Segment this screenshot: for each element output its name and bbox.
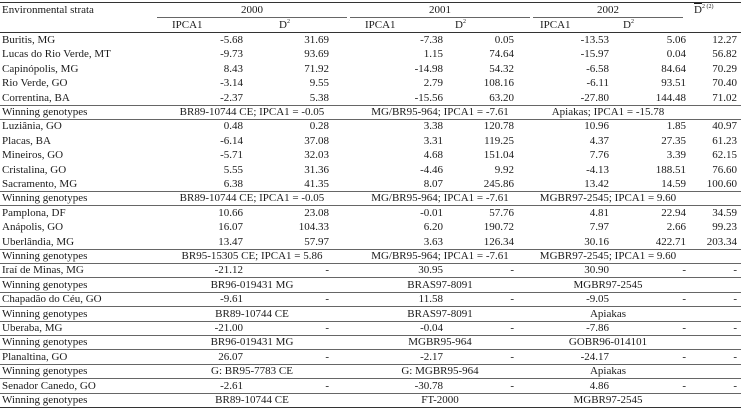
winning-genotypes-label: Winning genotypes: [2, 394, 88, 406]
mean-d2-cell: 56.82: [712, 48, 737, 61]
bottom-rule: [0, 407, 741, 408]
ipca-2002-cell: -4.13: [586, 163, 609, 176]
winning-genotype-2002: Apiakas; IPCA1 = -15.78: [551, 106, 665, 118]
d2-2001-cell: 126.34: [483, 235, 514, 248]
table-row: [0, 33, 741, 47]
ipca-2001-cell: -4.46: [420, 163, 443, 176]
ipca-2001-cell: -14.98: [414, 62, 443, 75]
ipca-2001-cell: 6.20: [423, 221, 443, 234]
ipca-2000-cell: 0.48: [223, 120, 243, 133]
d-label: D: [279, 19, 287, 31]
d2-2001-header: [455, 18, 466, 32]
ipca-2001-cell: -0.04: [420, 322, 443, 334]
d2-2000-cell: 71.92: [304, 62, 329, 75]
row-rule: [0, 364, 741, 365]
row-rule: [0, 306, 741, 307]
winning-genotypes-row: [0, 191, 741, 205]
ipca-2000-cell: 8.43: [223, 62, 243, 75]
d2-2002-cell: 0.04: [666, 48, 686, 61]
ipca-2001-cell: 2.79: [423, 77, 443, 90]
strata-name: Chapadão do Céu, GO: [2, 293, 102, 306]
ipca-2002-cell: -7.86: [586, 322, 609, 334]
strata-name: Iraí de Minas, MG: [2, 264, 84, 277]
winning-genotypes-row: [0, 364, 741, 378]
d2-2002-cell: 144.48: [655, 91, 686, 104]
d2-2001-cell: 63.20: [489, 91, 514, 104]
d2-2000-cell: 57.97: [304, 235, 329, 248]
strata-name: Senador Canedo, GO: [2, 379, 96, 392]
table-row: [0, 91, 741, 105]
ipca-2000-cell: 16.07: [218, 221, 243, 234]
ipca-2001-cell: 3.38: [423, 120, 443, 133]
ipca-2001-header: IPCA1: [365, 19, 396, 31]
d2-2002-cell: 3.39: [666, 149, 686, 162]
mean-d-label: $\overline{D}$: [694, 4, 702, 16]
table-row: [0, 76, 741, 90]
ipca-2001-cell: -7.38: [420, 34, 443, 46]
strata-header: Environmental strata: [2, 4, 94, 16]
d-label: D: [623, 19, 631, 31]
winning-genotype-2001: G: MGBR95-964: [401, 365, 479, 378]
ipca-2000-cell: -3.14: [220, 77, 243, 90]
d2-2001-cell: 151.04: [483, 149, 514, 162]
table-row: [0, 163, 741, 177]
header-row-columns: [0, 18, 741, 32]
winning-genotypes-row: [0, 278, 741, 292]
d2-2002-cell: 5.06: [666, 34, 686, 46]
ipca-2002-cell: -27.80: [580, 91, 609, 104]
d2-2000-cell: -: [325, 379, 329, 392]
d2-2002-cell: -: [682, 293, 686, 306]
d2-2000-header: [279, 18, 290, 32]
d2-2002-cell: 27.35: [661, 134, 686, 147]
d2-2001-cell: -: [510, 293, 514, 306]
ipca-2002-cell: 4.81: [589, 206, 609, 219]
row-rule: [0, 335, 741, 336]
winning-genotypes-label: Winning genotypes: [2, 365, 88, 378]
ipca-2002-cell: 30.90: [584, 264, 609, 277]
table-row: [0, 47, 741, 61]
table-row: [0, 134, 741, 148]
winning-genotypes-row: [0, 249, 741, 263]
ipca-2001-cell: -30.78: [414, 379, 443, 392]
ipca-2002-cell: -15.97: [580, 48, 609, 61]
d2-2002-header: [623, 18, 634, 32]
ipca-2002-cell: -6.11: [586, 77, 609, 90]
mean-d2-cell: 12.27: [712, 34, 737, 46]
d2-2000-cell: 93.69: [304, 48, 329, 61]
winning-genotypes-row: [0, 393, 741, 407]
ipca-2001-cell: 3.63: [423, 235, 443, 248]
winning-genotype-2002: Apiakas: [589, 365, 627, 378]
ipca-2001-cell: -0.01: [420, 206, 443, 219]
strata-name: Mineiros, GO: [2, 149, 64, 162]
ipca-2000-cell: -5.71: [220, 149, 243, 162]
table-row: [0, 206, 741, 220]
strata-name: Rio Verde, GO: [2, 77, 68, 90]
winning-genotypes-label: Winning genotypes: [2, 336, 88, 349]
ipca-2001-cell: 4.68: [423, 149, 443, 162]
d2-2000-cell: -: [325, 264, 329, 277]
winning-genotypes-row: [0, 307, 741, 321]
d2-2000-cell: -: [325, 322, 329, 334]
row-rule: [0, 105, 741, 106]
ipca-2001-cell: 1.15: [423, 48, 443, 61]
winning-genotype-2000: BR95-15305 CE; IPCA1 = 5.86: [181, 250, 323, 262]
ipca-2000-cell: 5.55: [223, 163, 243, 176]
mean-d2-cell: 71.02: [712, 91, 737, 104]
winning-genotypes-label: Winning genotypes: [2, 278, 88, 291]
d2-2002-cell: 93.51: [661, 77, 686, 90]
ipca-2001-cell: -15.56: [414, 91, 443, 104]
ipca-2001-cell: -2.17: [420, 350, 443, 363]
mean-d2-cell: 100.60: [706, 178, 737, 190]
d2-2000-cell: 9.55: [309, 77, 329, 90]
d2-2001-cell: -: [510, 379, 514, 392]
winning-genotype-2000: BR89-10744 CE: [215, 307, 289, 320]
table-row: [0, 350, 741, 364]
d2-2001-cell: 120.78: [483, 120, 514, 133]
strata-name: Planaltina, GO: [2, 350, 68, 363]
mean-d2-cell: -: [733, 264, 737, 277]
winning-genotype-2000: BR96-019431 MG: [210, 336, 294, 349]
strata-name: Correntina, BA: [2, 91, 70, 104]
d2-2002-cell: 84.64: [661, 62, 686, 75]
winning-genotype-2001: BRAS97-8091: [407, 307, 473, 320]
d2-2002-cell: 422.71: [655, 235, 686, 248]
d2-2000-cell: 104.33: [298, 221, 329, 234]
ipca-2000-cell: -2.37: [220, 91, 243, 104]
mean-d2-cell: 62.15: [712, 149, 737, 162]
strata-name: Uberlândia, MG: [2, 235, 75, 248]
d2-2002-cell: 188.51: [655, 163, 686, 176]
ipca-2000-header: IPCA1: [172, 19, 203, 31]
ipca-2001-cell: 30.95: [418, 264, 443, 277]
d2-2000-cell: -: [325, 293, 329, 306]
d2-2002-cell: -: [682, 350, 686, 363]
ipca-2000-cell: -6.14: [220, 134, 243, 147]
ipca-2002-cell: 7.76: [589, 149, 609, 162]
mean-d2-cell: -: [733, 379, 737, 392]
d-sup: 2: [462, 19, 466, 25]
table-row: [0, 62, 741, 76]
mean-d2-cell: 203.34: [706, 235, 737, 248]
strata-name: Buritis, MG: [2, 34, 56, 46]
winning-genotypes-row: [0, 335, 741, 349]
table-row: [0, 220, 741, 234]
d-sup: 2: [630, 19, 634, 25]
mean-d2-header: [694, 3, 713, 17]
d2-2001-cell: 108.16: [483, 77, 514, 90]
d2-2000-cell: -: [325, 350, 329, 363]
strata-name: Capinópolis, MG: [2, 62, 79, 75]
winning-genotype-2000: BR89-10744 CE; IPCA1 = -0.05: [179, 106, 325, 118]
winning-genotype-2000: BR89-10744 CE; IPCA1 = -0.05: [179, 192, 325, 205]
d2-2000-cell: 23.08: [304, 206, 329, 219]
winning-genotypes-label: Winning genotypes: [2, 250, 88, 262]
winning-genotypes-label: Winning genotypes: [2, 192, 88, 205]
winning-genotypes-row: [0, 105, 741, 119]
winning-genotype-2001: BRAS97-8091: [407, 278, 473, 291]
mean-d2-cell: 76.60: [712, 163, 737, 176]
table-row: [0, 177, 741, 191]
d2-2001-cell: 190.72: [483, 221, 514, 234]
strata-name: Cristalina, GO: [2, 163, 67, 176]
d2-2001-cell: 57.76: [489, 206, 514, 219]
ipca-2002-cell: -13.53: [580, 34, 609, 46]
ipca-2002-cell: 30.16: [584, 235, 609, 248]
d2-2001-cell: 119.25: [484, 134, 514, 147]
mean-d2-cell: 99.23: [712, 221, 737, 234]
d-sup: 2: [286, 19, 290, 25]
ipca-2000-cell: -5.68: [220, 34, 243, 46]
d2-2001-cell: -: [510, 264, 514, 277]
d2-2001-cell: 245.86: [483, 178, 514, 190]
winning-genotype-2002: MGBR97-2545: [573, 394, 643, 406]
mean-d2-cell: 70.40: [712, 77, 737, 90]
d2-2002-cell: 2.66: [666, 221, 686, 234]
ipca-2002-header: IPCA1: [540, 19, 571, 31]
winning-genotype-2002: MGBR97-2545; IPCA1 = 9.60: [539, 192, 677, 205]
mean-d2-cell: -: [733, 322, 737, 334]
winning-genotypes-label: Winning genotypes: [2, 106, 88, 118]
strata-name: Uberaba, MG: [2, 322, 63, 334]
d2-2000-cell: 32.03: [304, 149, 329, 162]
d2-2002-cell: -: [682, 379, 686, 392]
strata-name: Luziânia, GO: [2, 120, 62, 133]
table-row: [0, 379, 741, 393]
row-rule: [0, 191, 741, 192]
winning-genotype-2002: Apiakas: [589, 307, 627, 320]
ipca-2000-cell: -21.00: [214, 322, 243, 334]
d2-2002-cell: 1.85: [666, 120, 686, 133]
ipca-2002-cell: 13.42: [584, 178, 609, 190]
header-row-years: [0, 3, 741, 17]
strata-name: Lucas do Rio Verde, MT: [2, 48, 111, 61]
ipca-2001-cell: 11.58: [418, 293, 443, 306]
d2-2002-cell: 14.59: [661, 178, 686, 190]
ipca-2000-cell: -2.61: [220, 379, 243, 392]
d2-2000-cell: 37.08: [304, 134, 329, 147]
ipca-2001-cell: 3.31: [423, 134, 443, 147]
strata-name: Sacramento, MG: [2, 178, 78, 190]
strata-name: Pamplona, DF: [2, 206, 66, 219]
winning-genotype-2001: FT-2000: [421, 394, 459, 406]
d2-2000-cell: 0.28: [309, 120, 329, 133]
d2-2000-cell: 5.38: [309, 91, 329, 104]
ipca-2002-cell: -24.17: [580, 350, 609, 363]
ipca-2000-cell: 26.07: [218, 350, 243, 363]
table-row: [0, 235, 741, 249]
d2-2002-cell: -: [682, 264, 686, 277]
ipca-2002-cell: -9.05: [586, 293, 609, 306]
ipca-2002-cell: 4.86: [589, 379, 609, 392]
mean-d2-cell: -: [733, 350, 737, 363]
ipca-2002-cell: 4.37: [589, 134, 609, 147]
winning-genotype-2000: G: BR95-7783 CE: [211, 365, 293, 378]
year-2001-header: 2001: [429, 4, 451, 16]
winning-genotype-2001: MG/BR95-964; IPCA1 = -7.61: [371, 250, 509, 262]
d2-2000-cell: 31.69: [304, 34, 329, 46]
winning-genotype-2002: GOBR96-014101: [568, 336, 648, 349]
mean-d2-cell: 70.29: [712, 62, 737, 75]
strata-name: Anápolis, GO: [2, 221, 64, 234]
winning-genotype-2002: MGBR97-2545: [573, 278, 643, 291]
ipca-2002-cell: 10.96: [584, 120, 609, 133]
d-label: D: [455, 19, 463, 31]
mean-d2-cell: 34.59: [712, 206, 737, 219]
d2-2000-cell: 31.36: [304, 163, 329, 176]
winning-genotype-2000: BR96-019431 MG: [210, 278, 294, 291]
row-rule: [0, 249, 741, 250]
row-rule: [0, 277, 741, 278]
d2-2001-cell: -: [510, 350, 514, 363]
ipca-2000-cell: -21.12: [214, 264, 243, 277]
winning-genotype-2002: MGBR97-2545; IPCA1 = 9.60: [539, 250, 677, 262]
year-2002-header: 2002: [597, 4, 619, 16]
table-row: [0, 292, 741, 306]
winning-genotype-2001: MG/BR95-964; IPCA1 = -7.61: [371, 106, 509, 118]
ipca-2002-cell: -6.58: [586, 62, 609, 75]
ipca-2000-cell: -9.73: [220, 48, 243, 61]
ipca-2000-cell: 13.47: [218, 235, 243, 248]
winning-genotype-2000: BR89-10744 CE: [215, 394, 289, 406]
d2-2001-cell: 54.32: [489, 62, 514, 75]
strata-name: Placas, BA: [2, 134, 51, 147]
mean-d2-cell: 40.97: [712, 120, 737, 133]
ipca-2000-cell: 10.66: [218, 206, 243, 219]
winning-genotype-2001: MG/BR95-964; IPCA1 = -7.61: [371, 192, 509, 205]
winning-genotype-2001: MGBR95-964: [408, 336, 472, 349]
ipca-2000-cell: 6.38: [223, 178, 243, 190]
mean-d2-cell: 61.23: [712, 134, 737, 147]
d2-2001-cell: 9.92: [494, 163, 514, 176]
d2-2001-cell: 74.64: [489, 48, 514, 61]
winning-genotypes-label: Winning genotypes: [2, 307, 88, 320]
d2-2001-cell: 0.05: [494, 34, 514, 46]
d2-2002-cell: -: [682, 322, 686, 334]
ipca-2000-cell: -9.61: [220, 293, 243, 306]
ipca-2002-cell: 7.97: [589, 221, 609, 234]
table-row: [0, 148, 741, 162]
d2-2001-cell: -: [510, 322, 514, 334]
table-row: [0, 119, 741, 133]
mean-d2-cell: -: [733, 293, 737, 306]
ipca-2001-cell: 8.07: [423, 178, 443, 190]
table-row: [0, 321, 741, 335]
d2-2000-cell: 41.35: [304, 178, 329, 190]
d2-2002-cell: 22.94: [661, 206, 686, 219]
table-row: [0, 263, 741, 277]
year-2000-header: 2000: [241, 4, 263, 16]
mean-d-sup: 2 (2): [701, 4, 714, 10]
row-rule: [0, 393, 741, 394]
